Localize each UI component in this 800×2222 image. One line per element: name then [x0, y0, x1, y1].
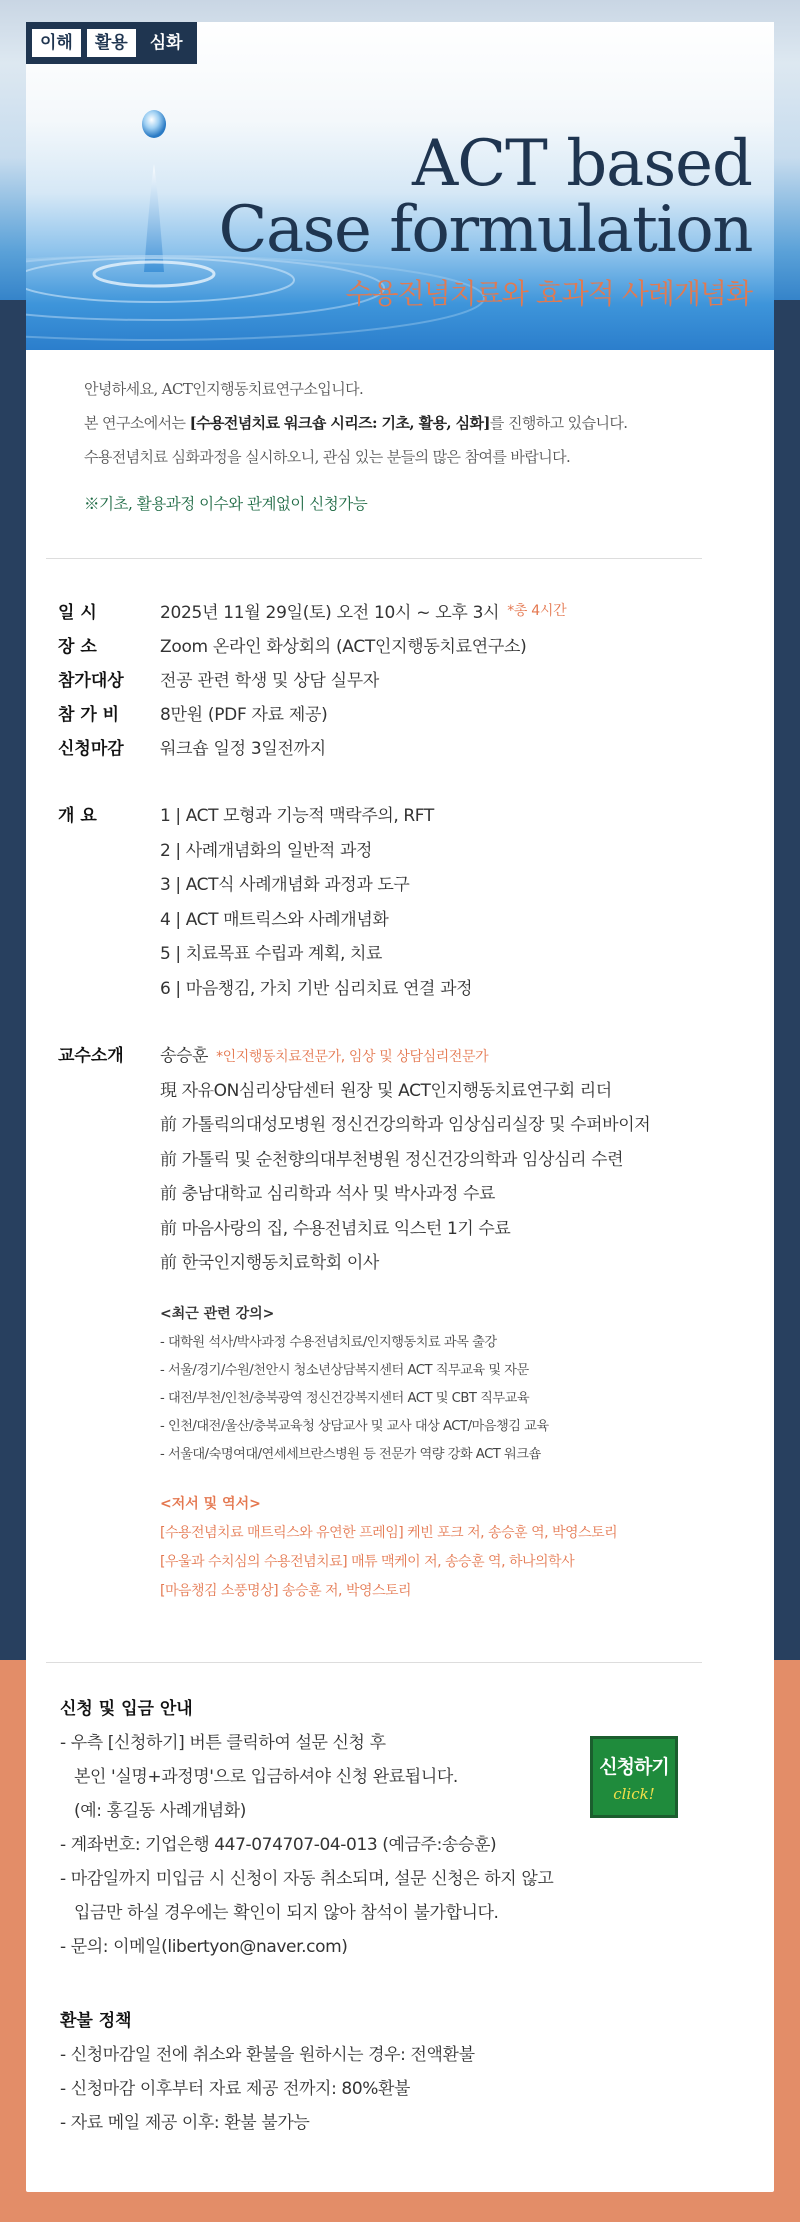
divider-top — [46, 558, 702, 559]
refund-line: - 신청마감일 전에 취소와 환불을 원하시는 경우: 전액환불 — [60, 2045, 475, 2065]
lecture-item: - 인천/대전/울산/충북교육청 상담교사 및 교사 대상 ACT/마음챙김 교육 — [160, 1418, 549, 1434]
book-item: [수용전념치료 매트릭스와 유연한 프레임] 케빈 포크 저, 송승훈 역, 박영스토리 — [160, 1524, 618, 1541]
tag-application: 활용 — [87, 29, 136, 57]
instructor-name: 송승훈 — [160, 1046, 209, 1066]
book-item: [마음챙김 소풍명상] 송승훈 저, 박영스토리 — [160, 1582, 412, 1599]
career-item: 前 한국인지행동치료학회 이사 — [160, 1253, 379, 1273]
overview-item: 1 | ACT 모형과 기능적 맥락주의, RFT — [160, 806, 434, 826]
info-table — [58, 593, 698, 763]
tag-advanced: 심화 — [149, 33, 183, 53]
divider-bottom — [46, 1662, 702, 1663]
overview-item: 6 | 마음챙김, 가치 기반 심리치료 연결 과정 — [160, 978, 473, 999]
hero-title-line1: ACT based — [411, 127, 752, 201]
career-item: 前 가톨릭 및 순천향의대부천병원 정신건강의학과 임상심리 수련 — [160, 1149, 624, 1170]
instructor-details — [160, 1039, 720, 1606]
apply-line: - 마감일까지 미입금 시 신청이 자동 취소되며, 설문 신청은 하지 않고 — [60, 1869, 554, 1889]
refund-line: - 자료 메일 제공 이후: 환불 불가능 — [60, 2113, 310, 2133]
apply-line: 입금만 하실 경우에는 확인이 되지 않아 참석이 불가합니다. — [74, 1903, 499, 1923]
intro-line1: 안녕하세요, ACT인지행동치료연구소입니다. — [84, 380, 364, 398]
info-row-place: 장 소 Zoom 온라인 화상회의 (ACT인지행동치료연구소) — [58, 636, 527, 657]
apply-line: (예: 홍길동 사례개념화) — [74, 1801, 246, 1821]
apply-title: 신청 및 입금 안내 — [60, 1699, 193, 1719]
intro-text — [26, 372, 774, 474]
apply-button[interactable] — [590, 1736, 678, 1818]
info-row-fee: 참 가 비 8만원 (PDF 자료 제공) — [58, 704, 328, 725]
lecture-item: - 서울/경기/수원/천안시 청소년상담복지센터 ACT 직무교육 및 자문 — [160, 1362, 529, 1378]
instructor-label: 교수소개 — [58, 1046, 124, 1066]
apply-line: 본인 '실명+과정명'으로 입금하셔야 신청 완료됩니다. — [74, 1767, 458, 1787]
overview-item: 3 | ACT식 사례개념화 과정과 도구 — [160, 875, 410, 895]
intro-section — [26, 350, 774, 514]
career-item: 前 충남대학교 심리학과 석사 및 박사과정 수료 — [160, 1184, 496, 1204]
apply-line: - 계좌번호: 기업은행 447-074707-04-013 (예금주:송승훈) — [60, 1835, 497, 1855]
hero-title-line2: Case formulation — [218, 193, 752, 267]
books-heading: <저서 및 역서> — [160, 1495, 261, 1512]
instructor-name-row — [160, 1039, 720, 1074]
hero-subtitle: 수용전념치료와 효과적 사례개념화 — [345, 277, 752, 310]
lectures-heading: <최근 관련 강의> — [160, 1305, 275, 1322]
level-tags — [26, 22, 197, 64]
info-row-date: 일 시 2025년 11월 29일(토) 오전 10시 ~ 오후 3시 *총 4시간 — [58, 593, 698, 627]
career-item: 前 마음사랑의 집, 수용전념치료 익스턴 1기 수료 — [160, 1218, 511, 1239]
career-item: 現 자유ON심리상담센터 원장 및 ACT인지행동치료연구회 리더 — [160, 1080, 612, 1101]
tag-basic: 이해 — [32, 29, 81, 57]
notice-text: ※기초, 활용과정 이수와 관계없이 신청가능 — [84, 495, 368, 513]
intro-line2: 본 연구소에서는 [수용전념치료 워크숍 시리즈: 기초, 활용, 심화]를 진행하고 있습니다. — [84, 414, 628, 432]
apply-line: - 문의: 이메일(libertyon@naver.com) — [60, 1937, 348, 1957]
overview-label: 개 요 — [58, 806, 97, 826]
refund-title: 환불 정책 — [60, 2011, 132, 2031]
instructor-hint: *인지행동치료전문가, 임상 및 상담심리전문가 — [216, 1049, 489, 1065]
apply-line: - 우측 [신청하기] 버튼 클릭하여 설문 신청 후 — [60, 1733, 386, 1753]
apply-button-label: 신청하기 — [599, 1755, 669, 1778]
info-row-target: 참가대상 전공 관련 학생 및 상담 실무자 — [58, 670, 379, 691]
apply-button-sub: click! — [613, 1784, 655, 1803]
hero-title — [218, 127, 752, 267]
info-row-deadline: 신청마감 워크숍 일정 3일전까지 — [58, 738, 326, 759]
career-item: 前 가톨릭의대성모병원 정신건강의학과 임상심리실장 및 수퍼바이저 — [160, 1115, 651, 1135]
lecture-item: - 서울대/숙명여대/연세세브란스병원 등 전문가 역량 강화 ACT 워크숍 — [160, 1446, 541, 1462]
lecture-item: - 대학원 석사/박사과정 수용전념치료/인지행동치료 과목 출강 — [160, 1334, 497, 1350]
overview-item: 2 | 사례개념화의 일반적 과정 — [160, 840, 373, 861]
overview-item: 4 | ACT 매트릭스와 사례개념화 — [160, 909, 389, 930]
book-item: [우울과 수치심의 수용전념치료] 매튜 맥케이 저, 송승훈 역, 하나의학사 — [160, 1553, 575, 1570]
intro-line3: 수용전념치료 심화과정을 실시하오니, 관심 있는 분들의 많은 참여를 바랍니다. — [84, 448, 571, 466]
refund-line: - 신청마감 이후부터 자료 제공 전까지: 80%환불 — [60, 2079, 411, 2099]
overview-list — [160, 799, 720, 1006]
date-hint: *총 4시간 — [507, 603, 567, 619]
lecture-item: - 대전/부천/인천/충북광역 정신건강복지센터 ACT 및 CBT 직무교육 — [160, 1390, 530, 1406]
overview-item: 5 | 치료목표 수립과 계획, 치료 — [160, 944, 383, 964]
